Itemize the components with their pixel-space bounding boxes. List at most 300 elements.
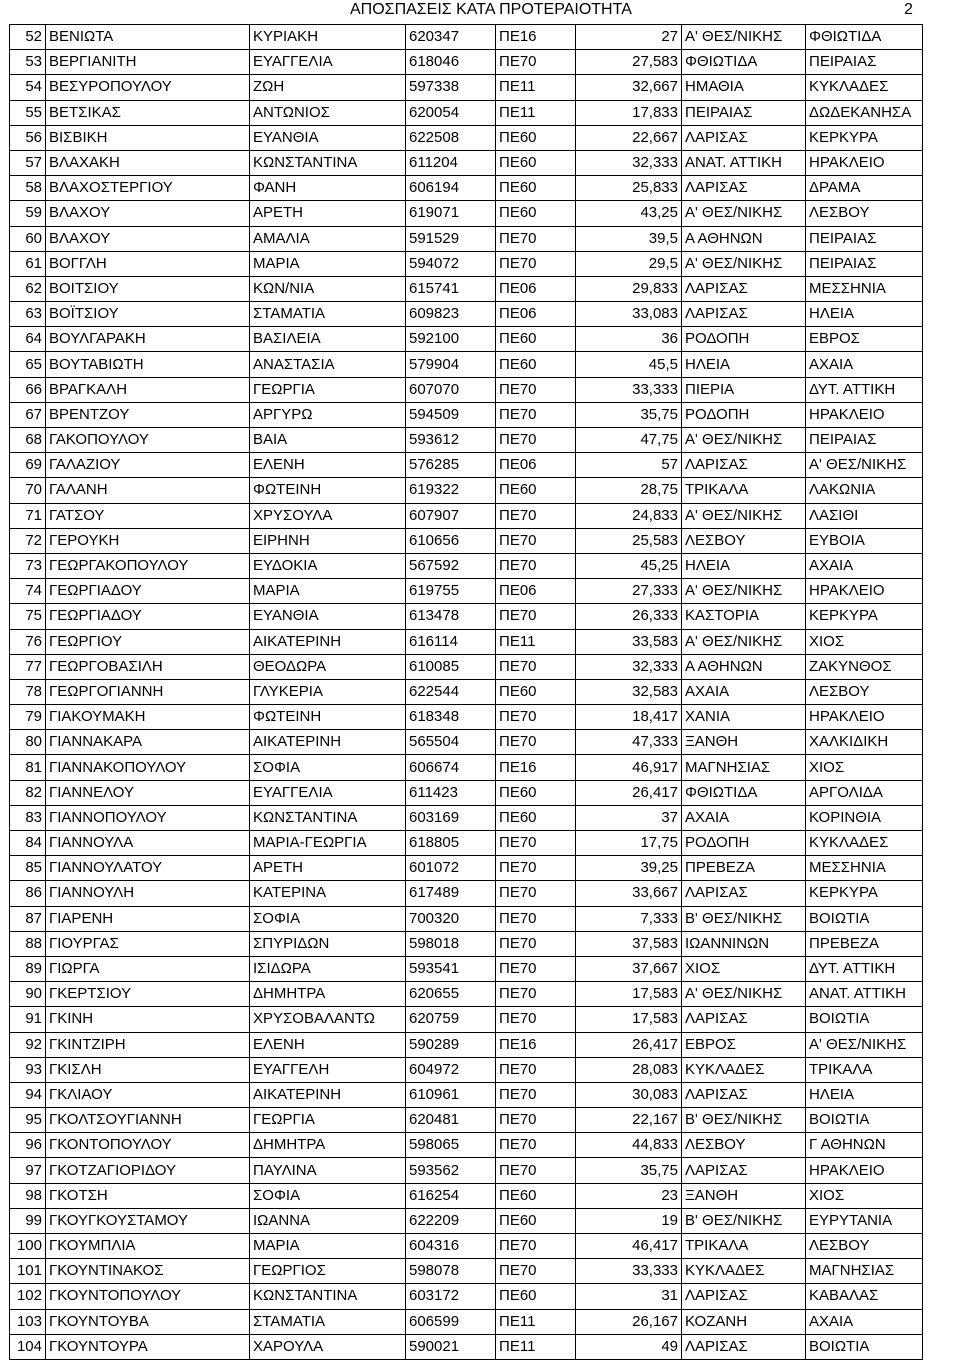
score-cell: 57 [576, 453, 682, 478]
table-row [10, 956, 923, 981]
registry-number-cell: 609823 [406, 302, 496, 327]
row-number-cell: 79 [10, 705, 46, 730]
destination-area-cell: ΠΕΙΡΑΙΑΣ [806, 428, 923, 453]
surname-cell: ΒΟΪΤΣΙΟΥ [46, 302, 250, 327]
surname-cell: ΒΛΑΧΟΥ [46, 226, 250, 251]
score-cell: 39,25 [576, 856, 682, 881]
score-cell: 39,5 [576, 226, 682, 251]
specialty-cell: ΠΕ06 [496, 579, 576, 604]
registry-number-cell: 604972 [406, 1057, 496, 1082]
destination-area-cell: ΚΑΒΑΛΑΣ [806, 1284, 923, 1309]
registry-number-cell: 618046 [406, 50, 496, 75]
first-name-cell: ΑΡΕΤΗ [250, 856, 406, 881]
registry-number-cell: 622209 [406, 1208, 496, 1233]
origin-area-cell: Α' ΘΕΣ/ΝΙΚΗΣ [682, 428, 806, 453]
destination-area-cell: ΑΧΑΙΑ [806, 352, 923, 377]
surname-cell: ΓΙΑΝΝΟΥΛΑΤΟΥ [46, 856, 250, 881]
score-cell: 37,583 [576, 931, 682, 956]
table-row [10, 478, 923, 503]
score-cell: 33,083 [576, 302, 682, 327]
surname-cell: ΓΚΛΙΑΟΥ [46, 1082, 250, 1107]
destination-area-cell: ΧΙΟΣ [806, 629, 923, 654]
surname-cell: ΓΚΙΣΛΗ [46, 1057, 250, 1082]
score-cell: 27 [576, 25, 682, 50]
specialty-cell: ΠΕ70 [496, 604, 576, 629]
specialty-cell: ΠΕ70 [496, 503, 576, 528]
row-number-cell: 78 [10, 679, 46, 704]
table-row [10, 730, 923, 755]
surname-cell: ΒΟΥΛΓΑΡΑΚΗ [46, 327, 250, 352]
table-row [10, 453, 923, 478]
first-name-cell: ΙΣΙΔΩΡΑ [250, 956, 406, 981]
score-cell: 17,75 [576, 831, 682, 856]
first-name-cell: ΑΝΑΣΤΑΣΙΑ [250, 352, 406, 377]
table-row [10, 201, 923, 226]
specialty-cell: ΠΕ06 [496, 453, 576, 478]
registry-number-cell: 591529 [406, 226, 496, 251]
row-number-cell: 91 [10, 1007, 46, 1032]
surname-cell: ΓΕΩΡΓΙΑΔΟΥ [46, 604, 250, 629]
first-name-cell: ΧΑΡΟΥΛΑ [250, 1334, 406, 1359]
table-row [10, 25, 923, 50]
origin-area-cell: ΛΑΡΙΣΑΣ [682, 881, 806, 906]
specialty-cell: ΠΕ70 [496, 50, 576, 75]
destination-area-cell: ΦΘΙΩΤΙΔΑ [806, 25, 923, 50]
surname-cell: ΓΚΟΥΓΚΟΥΣΤΑΜΟΥ [46, 1208, 250, 1233]
origin-area-cell: ΠΕΙΡΑΙΑΣ [682, 100, 806, 125]
surname-cell: ΒΟΥΤΑΒΙΩΤΗ [46, 352, 250, 377]
surname-cell: ΓΚΟΥΝΤΟΥΡΑ [46, 1334, 250, 1359]
first-name-cell: ΧΡΥΣΟΥΛΑ [250, 503, 406, 528]
row-number-cell: 103 [10, 1309, 46, 1334]
row-number-cell: 54 [10, 75, 46, 100]
origin-area-cell: ΛΑΡΙΣΑΣ [682, 276, 806, 301]
first-name-cell: ΑΙΚΑΤΕΡΙΝΗ [250, 730, 406, 755]
first-name-cell: ΑΡΓΥΡΩ [250, 402, 406, 427]
row-number-cell: 76 [10, 629, 46, 654]
table-row [10, 503, 923, 528]
specialty-cell: ΠΕ70 [496, 1057, 576, 1082]
registry-number-cell: 565504 [406, 730, 496, 755]
table-row [10, 226, 923, 251]
specialty-cell: ΠΕ70 [496, 856, 576, 881]
row-number-cell: 59 [10, 201, 46, 226]
row-number-cell: 95 [10, 1108, 46, 1133]
surname-cell: ΒΕΝΙΩΤΑ [46, 25, 250, 50]
row-number-cell: 87 [10, 906, 46, 931]
table-row [10, 377, 923, 402]
origin-area-cell: ΦΘΙΩΤΙΔΑ [682, 50, 806, 75]
first-name-cell: ΒΑΙΑ [250, 428, 406, 453]
surname-cell: ΓΙΑΝΝΕΛΟΥ [46, 780, 250, 805]
specialty-cell: ΠΕ70 [496, 402, 576, 427]
table-row [10, 251, 923, 276]
destination-area-cell: ΜΕΣΣΗΝΙΑ [806, 276, 923, 301]
table-row [10, 906, 923, 931]
registry-number-cell: 617489 [406, 881, 496, 906]
row-number-cell: 99 [10, 1208, 46, 1233]
first-name-cell: ΕΛΕΝΗ [250, 1032, 406, 1057]
origin-area-cell: Α' ΘΕΣ/ΝΙΚΗΣ [682, 579, 806, 604]
score-cell: 26,167 [576, 1309, 682, 1334]
table-row [10, 679, 923, 704]
row-number-cell: 64 [10, 327, 46, 352]
score-cell: 36 [576, 327, 682, 352]
specialty-cell: ΠΕ11 [496, 629, 576, 654]
first-name-cell: ΕΥΔΟΚΙΑ [250, 553, 406, 578]
surname-cell: ΒΕΣΥΡΟΠΟΥΛΟΥ [46, 75, 250, 100]
row-number-cell: 85 [10, 856, 46, 881]
row-number-cell: 86 [10, 881, 46, 906]
registry-number-cell: 579904 [406, 352, 496, 377]
destination-area-cell: ΕΥΡΥΤΑΝΙΑ [806, 1208, 923, 1233]
registry-number-cell: 598018 [406, 931, 496, 956]
origin-area-cell: Β' ΘΕΣ/ΝΙΚΗΣ [682, 906, 806, 931]
registry-number-cell: 590289 [406, 1032, 496, 1057]
registry-number-cell: 607907 [406, 503, 496, 528]
destination-area-cell: ΗΡΑΚΛΕΙΟ [806, 579, 923, 604]
origin-area-cell: ΚΥΚΛΑΔΕΣ [682, 1259, 806, 1284]
first-name-cell: ΙΩΑΝΝΑ [250, 1208, 406, 1233]
surname-cell: ΓΚΟΥΝΤΟΠΟΥΛΟΥ [46, 1284, 250, 1309]
score-cell: 27,583 [576, 50, 682, 75]
destination-area-cell: ΠΕΙΡΑΙΑΣ [806, 226, 923, 251]
specialty-cell: ΠΕ70 [496, 528, 576, 553]
first-name-cell: ΣΟΦΙΑ [250, 755, 406, 780]
specialty-cell: ΠΕ70 [496, 730, 576, 755]
row-number-cell: 98 [10, 1183, 46, 1208]
origin-area-cell: ΦΘΙΩΤΙΔΑ [682, 780, 806, 805]
registry-number-cell: 700320 [406, 906, 496, 931]
registry-number-cell: 590021 [406, 1334, 496, 1359]
score-cell: 7,333 [576, 906, 682, 931]
score-cell: 26,333 [576, 604, 682, 629]
destination-area-cell: ΒΟΙΩΤΙΑ [806, 1007, 923, 1032]
origin-area-cell: Α' ΘΕΣ/ΝΙΚΗΣ [682, 251, 806, 276]
destination-area-cell: ΑΧΑΙΑ [806, 1309, 923, 1334]
specialty-cell: ΠΕ70 [496, 377, 576, 402]
score-cell: 23 [576, 1183, 682, 1208]
registry-number-cell: 611423 [406, 780, 496, 805]
destination-area-cell: ΗΛΕΙΑ [806, 302, 923, 327]
score-cell: 49 [576, 1334, 682, 1359]
score-cell: 17,583 [576, 1007, 682, 1032]
table-row [10, 276, 923, 301]
specialty-cell: ΠΕ60 [496, 201, 576, 226]
origin-area-cell: ΛΑΡΙΣΑΣ [682, 1334, 806, 1359]
first-name-cell: ΕΥΑΝΘΙΑ [250, 604, 406, 629]
specialty-cell: ΠΕ11 [496, 1309, 576, 1334]
surname-cell: ΓΕΩΡΓΟΓΙΑΝΝΗ [46, 679, 250, 704]
score-cell: 27,333 [576, 579, 682, 604]
table-row [10, 629, 923, 654]
destination-area-cell: ΗΡΑΚΛΕΙΟ [806, 705, 923, 730]
first-name-cell: ΣΤΑΜΑΤΙΑ [250, 302, 406, 327]
registry-number-cell: 622508 [406, 125, 496, 150]
registry-number-cell: 615741 [406, 276, 496, 301]
table-row [10, 1183, 923, 1208]
table-row [10, 1334, 923, 1359]
first-name-cell: ΖΩΗ [250, 75, 406, 100]
destination-area-cell: ΖΑΚΥΝΘΟΣ [806, 654, 923, 679]
first-name-cell: ΣΤΑΜΑΤΙΑ [250, 1309, 406, 1334]
registry-number-cell: 603169 [406, 805, 496, 830]
registry-number-cell: 622544 [406, 679, 496, 704]
surname-cell: ΓΚΟΝΤΟΠΟΥΛΟΥ [46, 1133, 250, 1158]
destination-area-cell: ΚΕΡΚΥΡΑ [806, 125, 923, 150]
specialty-cell: ΠΕ70 [496, 705, 576, 730]
row-number-cell: 75 [10, 604, 46, 629]
registry-number-cell: 594072 [406, 251, 496, 276]
destination-area-cell: ΠΡΕΒΕΖΑ [806, 931, 923, 956]
score-cell: 45,5 [576, 352, 682, 377]
table-row [10, 50, 923, 75]
score-cell: 25,833 [576, 176, 682, 201]
row-number-cell: 84 [10, 831, 46, 856]
registry-number-cell: 620347 [406, 25, 496, 50]
score-cell: 29,5 [576, 251, 682, 276]
surname-cell: ΓΙΑΝΝΑΚΑΡΑ [46, 730, 250, 755]
specialty-cell: ΠΕ70 [496, 881, 576, 906]
specialty-cell: ΠΕ70 [496, 982, 576, 1007]
specialty-cell: ΠΕ60 [496, 805, 576, 830]
score-cell: 25,583 [576, 528, 682, 553]
score-cell: 18,417 [576, 705, 682, 730]
registry-number-cell: 616254 [406, 1183, 496, 1208]
score-cell: 28,75 [576, 478, 682, 503]
specialty-cell: ΠΕ70 [496, 1108, 576, 1133]
surname-cell: ΓΕΡΟΥΚΗ [46, 528, 250, 553]
row-number-cell: 93 [10, 1057, 46, 1082]
origin-area-cell: ΜΑΓΝΗΣΙΑΣ [682, 755, 806, 780]
destination-area-cell: ΛΕΣΒΟΥ [806, 1234, 923, 1259]
origin-area-cell: ΑΝΑΤ. ΑΤΤΙΚΗ [682, 150, 806, 175]
registry-number-cell: 620759 [406, 1007, 496, 1032]
surname-cell: ΓΚΟΥΝΤΙΝΑΚΟΣ [46, 1259, 250, 1284]
origin-area-cell: ΞΑΝΘΗ [682, 730, 806, 755]
registry-number-cell: 593541 [406, 956, 496, 981]
score-cell: 22,667 [576, 125, 682, 150]
registry-number-cell: 620481 [406, 1108, 496, 1133]
specialty-cell: ΠΕ60 [496, 478, 576, 503]
surname-cell: ΓΙΑΝΝΟΥΛΗ [46, 881, 250, 906]
row-number-cell: 102 [10, 1284, 46, 1309]
row-number-cell: 65 [10, 352, 46, 377]
surname-cell: ΓΙΑΝΝΟΠΟΥΛΟΥ [46, 805, 250, 830]
origin-area-cell: ΛΑΡΙΣΑΣ [682, 176, 806, 201]
row-number-cell: 63 [10, 302, 46, 327]
row-number-cell: 80 [10, 730, 46, 755]
specialty-cell: ΠΕ70 [496, 831, 576, 856]
origin-area-cell: ΙΩΑΝΝΙΝΩΝ [682, 931, 806, 956]
row-number-cell: 94 [10, 1082, 46, 1107]
score-cell: 32,333 [576, 150, 682, 175]
specialty-cell: ΠΕ11 [496, 1334, 576, 1359]
first-name-cell: ΠΑΥΛΙΝΑ [250, 1158, 406, 1183]
row-number-cell: 83 [10, 805, 46, 830]
first-name-cell: ΓΕΩΡΓΙΑ [250, 377, 406, 402]
first-name-cell: ΣΠΥΡΙΔΩΝ [250, 931, 406, 956]
row-number-cell: 92 [10, 1032, 46, 1057]
table-row [10, 1309, 923, 1334]
registry-number-cell: 597338 [406, 75, 496, 100]
surname-cell: ΓΚΟΤΖΑΓΙΟΡΙΔΟΥ [46, 1158, 250, 1183]
destination-area-cell: ΚΕΡΚΥΡΑ [806, 881, 923, 906]
specialty-cell: ΠΕ11 [496, 75, 576, 100]
table-row [10, 881, 923, 906]
specialty-cell: ΠΕ60 [496, 125, 576, 150]
table-row [10, 1208, 923, 1233]
registry-number-cell: 620054 [406, 100, 496, 125]
first-name-cell: ΑΡΕΤΗ [250, 201, 406, 226]
row-number-cell: 100 [10, 1234, 46, 1259]
destination-area-cell: ΚΕΡΚΥΡΑ [806, 604, 923, 629]
surname-cell: ΓΙΟΥΡΓΑΣ [46, 931, 250, 956]
origin-area-cell: ΞΑΝΘΗ [682, 1183, 806, 1208]
page-number: 2 [904, 1, 913, 18]
table-row [10, 176, 923, 201]
origin-area-cell: ΕΒΡΟΣ [682, 1032, 806, 1057]
surname-cell: ΓΚΙΝΗ [46, 1007, 250, 1032]
origin-area-cell: ΡΟΔΟΠΗ [682, 327, 806, 352]
registry-number-cell: 620655 [406, 982, 496, 1007]
specialty-cell: ΠΕ60 [496, 1208, 576, 1233]
table-row [10, 1007, 923, 1032]
origin-area-cell: ΚΑΣΤΟΡΙΑ [682, 604, 806, 629]
registry-number-cell: 606194 [406, 176, 496, 201]
row-number-cell: 56 [10, 125, 46, 150]
score-cell: 35,75 [576, 402, 682, 427]
destination-area-cell: ΗΡΑΚΛΕΙΟ [806, 1158, 923, 1183]
origin-area-cell: Β' ΘΕΣ/ΝΙΚΗΣ [682, 1208, 806, 1233]
surname-cell: ΓΑΤΣΟΥ [46, 503, 250, 528]
specialty-cell: ΠΕ70 [496, 931, 576, 956]
destination-area-cell: ΚΟΡΙΝΘΙΑ [806, 805, 923, 830]
destination-area-cell: ΑΝΑΤ. ΑΤΤΙΚΗ [806, 982, 923, 1007]
origin-area-cell: ΛΑΡΙΣΑΣ [682, 1284, 806, 1309]
row-number-cell: 62 [10, 276, 46, 301]
score-cell: 19 [576, 1208, 682, 1233]
score-cell: 17,833 [576, 100, 682, 125]
first-name-cell: ΦΩΤΕΙΝΗ [250, 705, 406, 730]
surname-cell: ΓΕΩΡΓΟΒΑΣΙΛΗ [46, 654, 250, 679]
registry-number-cell: 604316 [406, 1234, 496, 1259]
specialty-cell: ΠΕ60 [496, 327, 576, 352]
table-row [10, 1057, 923, 1082]
registry-number-cell: 601072 [406, 856, 496, 881]
specialty-cell: ΠΕ16 [496, 755, 576, 780]
destination-area-cell: ΔΥΤ. ΑΤΤΙΚΗ [806, 956, 923, 981]
first-name-cell: ΜΑΡΙΑ [250, 251, 406, 276]
origin-area-cell: ΛΑΡΙΣΑΣ [682, 1007, 806, 1032]
specialty-cell: ΠΕ70 [496, 251, 576, 276]
surname-cell: ΒΛΑΧΟΣΤΕΡΓΙΟΥ [46, 176, 250, 201]
score-cell: 47,333 [576, 730, 682, 755]
first-name-cell: ΕΥΑΓΓΕΛΗ [250, 1057, 406, 1082]
surname-cell: ΓΑΛΑΝΗ [46, 478, 250, 503]
table-row [10, 428, 923, 453]
origin-area-cell: ΛΕΣΒΟΥ [682, 1133, 806, 1158]
registry-number-cell: 610656 [406, 528, 496, 553]
origin-area-cell: ΛΑΡΙΣΑΣ [682, 453, 806, 478]
specialty-cell: ΠΕ70 [496, 428, 576, 453]
table-row [10, 100, 923, 125]
score-cell: 28,083 [576, 1057, 682, 1082]
first-name-cell: ΑΙΚΑΤΕΡΙΝΗ [250, 629, 406, 654]
row-number-cell: 96 [10, 1133, 46, 1158]
registry-number-cell: 606674 [406, 755, 496, 780]
specialty-cell: ΠΕ60 [496, 1284, 576, 1309]
specialty-cell: ΠΕ70 [496, 1007, 576, 1032]
origin-area-cell: Α' ΘΕΣ/ΝΙΚΗΣ [682, 503, 806, 528]
origin-area-cell: ΡΟΔΟΠΗ [682, 402, 806, 427]
row-number-cell: 61 [10, 251, 46, 276]
surname-cell: ΓΚΟΛΤΣΟΥΓΙΑΝΝΗ [46, 1108, 250, 1133]
table-row [10, 1234, 923, 1259]
score-cell: 47,75 [576, 428, 682, 453]
table-row [10, 831, 923, 856]
specialty-cell: ΠΕ70 [496, 654, 576, 679]
surname-cell: ΓΕΩΡΓΙΑΔΟΥ [46, 579, 250, 604]
specialty-cell: ΠΕ70 [496, 1234, 576, 1259]
registry-number-cell: 592100 [406, 327, 496, 352]
destination-area-cell: Α' ΘΕΣ/ΝΙΚΗΣ [806, 453, 923, 478]
table-row [10, 1082, 923, 1107]
destination-area-cell: ΕΒΡΟΣ [806, 327, 923, 352]
row-number-cell: 55 [10, 100, 46, 125]
score-cell: 37,667 [576, 956, 682, 981]
score-cell: 32,667 [576, 75, 682, 100]
first-name-cell: ΒΑΣΙΛΕΙΑ [250, 327, 406, 352]
table-row [10, 1158, 923, 1183]
destination-area-cell: Γ ΑΘΗΝΩΝ [806, 1133, 923, 1158]
specialty-cell: ΠΕ70 [496, 1259, 576, 1284]
score-cell: 22,167 [576, 1108, 682, 1133]
first-name-cell: ΦΩΤΕΙΝΗ [250, 478, 406, 503]
table-row [10, 1032, 923, 1057]
origin-area-cell: ΚΟΖΑΝΗ [682, 1309, 806, 1334]
destination-area-cell: ΕΥΒΟΙΑ [806, 528, 923, 553]
destination-area-cell: ΛΕΣΒΟΥ [806, 679, 923, 704]
origin-area-cell: ΤΡΙΚΑΛΑ [682, 478, 806, 503]
origin-area-cell: Α' ΘΕΣ/ΝΙΚΗΣ [682, 629, 806, 654]
table-row [10, 705, 923, 730]
table-row [10, 755, 923, 780]
origin-area-cell: Α ΑΘΗΝΩΝ [682, 226, 806, 251]
surname-cell: ΓΙΑΚΟΥΜΑΚΗ [46, 705, 250, 730]
score-cell: 43,25 [576, 201, 682, 226]
row-number-cell: 53 [10, 50, 46, 75]
first-name-cell: ΚΩΝΣΤΑΝΤΙΝΑ [250, 805, 406, 830]
score-cell: 17,583 [576, 982, 682, 1007]
first-name-cell: ΜΑΡΙΑ [250, 1234, 406, 1259]
first-name-cell: ΘΕΟΔΩΡΑ [250, 654, 406, 679]
row-number-cell: 52 [10, 25, 46, 50]
destination-area-cell: ΚΥΚΛΑΔΕΣ [806, 831, 923, 856]
table-row [10, 780, 923, 805]
table-row [10, 553, 923, 578]
destination-area-cell: ΔΥΤ. ΑΤΤΙΚΗ [806, 377, 923, 402]
surname-cell: ΓΚΕΡΤΣΙΟΥ [46, 982, 250, 1007]
destination-area-cell: ΧΑΛΚΙΔΙΚΗ [806, 730, 923, 755]
score-cell: 26,417 [576, 1032, 682, 1057]
first-name-cell: ΓΕΩΡΓΙΟΣ [250, 1259, 406, 1284]
row-number-cell: 72 [10, 528, 46, 553]
surname-cell: ΒΡΑΓΚΑΛΗ [46, 377, 250, 402]
origin-area-cell: ΗΜΑΘΙΑ [682, 75, 806, 100]
specialty-cell: ΠΕ70 [496, 553, 576, 578]
origin-area-cell: ΛΑΡΙΣΑΣ [682, 1082, 806, 1107]
